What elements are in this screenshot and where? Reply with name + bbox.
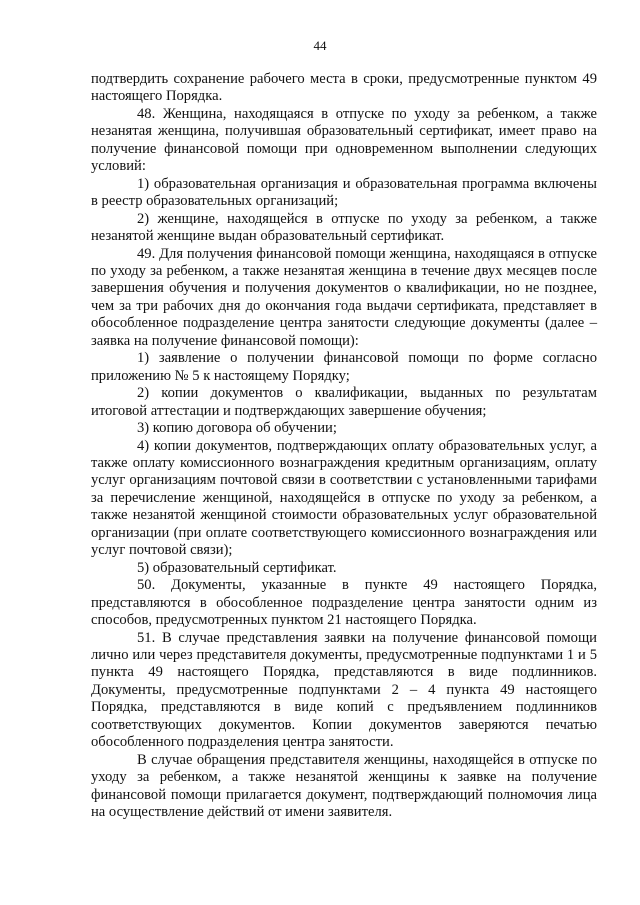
paragraph-51-representative: В случае обращения представителя женщины, находящейся в отпуске по уходу за ребенком, а также незанятой женщины к заявке на получение финансовой помощи прилагается документ, подтверждающий полномочия лица на осуществление действий от имени заявителя. — [91, 751, 597, 821]
paragraph-50: 50. Документы, указанные в пункте 49 настоящего Порядка, представляются в обособленное подразделение центра занятости одним из способов, предусмотренных пунктом 21 настоящего Порядка. — [91, 577, 597, 629]
paragraph-continuation: подтвердить сохранение рабочего места в сроки, предусмотренные пунктом 49 настоящего Порядка. — [91, 71, 597, 105]
paragraph-49-item-3: 3) копию договора об обучении; — [137, 420, 337, 437]
document-body — [91, 71, 597, 821]
paragraph-51: 51. В случае представления заявки на получение финансовой помощи лично или через представителя документы, предусмотренные подпунктами 1 и 5 пункта 49 настоящего Порядка, представляются в виде подлинников. Документы, предусмотренные подпунктами 2 – 4 пункта 49 настоящего Порядка, представляются в виде копий с предъявлением подлинников соответствующих документов. Копии документов заверяются печатью обособленного подразделения центра занятости. — [91, 629, 597, 751]
paragraph-49-item-1: 1) заявление о получении финансовой помощи по форме согласно приложению № 5 к настоящему Порядку; — [91, 350, 597, 384]
paragraph-49: 49. Для получения финансовой помощи женщина, находящаяся в отпуске по уходу за ребенком, а также незанятая женщина в течение двух месяцев после завершения обучения и получения документов о квалификации, но не позднее, чем за три рабочих дня до окончания года выдачи сертификата, представляет в обособленное подразделение центра занятости следующие документы (далее – заявка на получение финансовой помощи): — [91, 245, 597, 349]
paragraph-48: 48. Женщина, находящаяся в отпуске по уходу за ребенком, а также незанятая женщина, получившая образовательный сертификат, имеет право на получение финансовой помощи при одновременном выполнении следующих условий: — [91, 105, 597, 175]
paragraph-48-item-1: 1) образовательная организация и образовательная программа включены в реестр образовательных организаций; — [91, 175, 597, 210]
page-number: 44 — [313, 38, 327, 53]
paragraph-49-item-5: 5) образовательный сертификат. — [137, 559, 337, 576]
paragraph-48-item-2: 2) женщине, находящейся в отпуске по уходу за ребенком, а также незанятой женщине выдан образовательный сертификат. — [91, 210, 597, 245]
paragraph-49-item-4: 4) копии документов, подтверждающих оплату образовательных услуг, а также оплату комиссионного вознаграждения кредитным организациям, оплату услуг организациям почтовой связи в соответствии с установленными тарифами за перечисление женщиной, находящейся в отпуске по уходу за ребенком, а также незанятой женщиной стоимости образовательных услуг образовательной организации (при оплате соответствующего комиссионного вознаграждения или услуг почтовой связи); — [91, 437, 597, 559]
paragraph-49-item-2: 2) копии документов о квалификации, выданных по результатам итоговой аттестации и подтверждающих завершение обучения; — [91, 385, 597, 419]
